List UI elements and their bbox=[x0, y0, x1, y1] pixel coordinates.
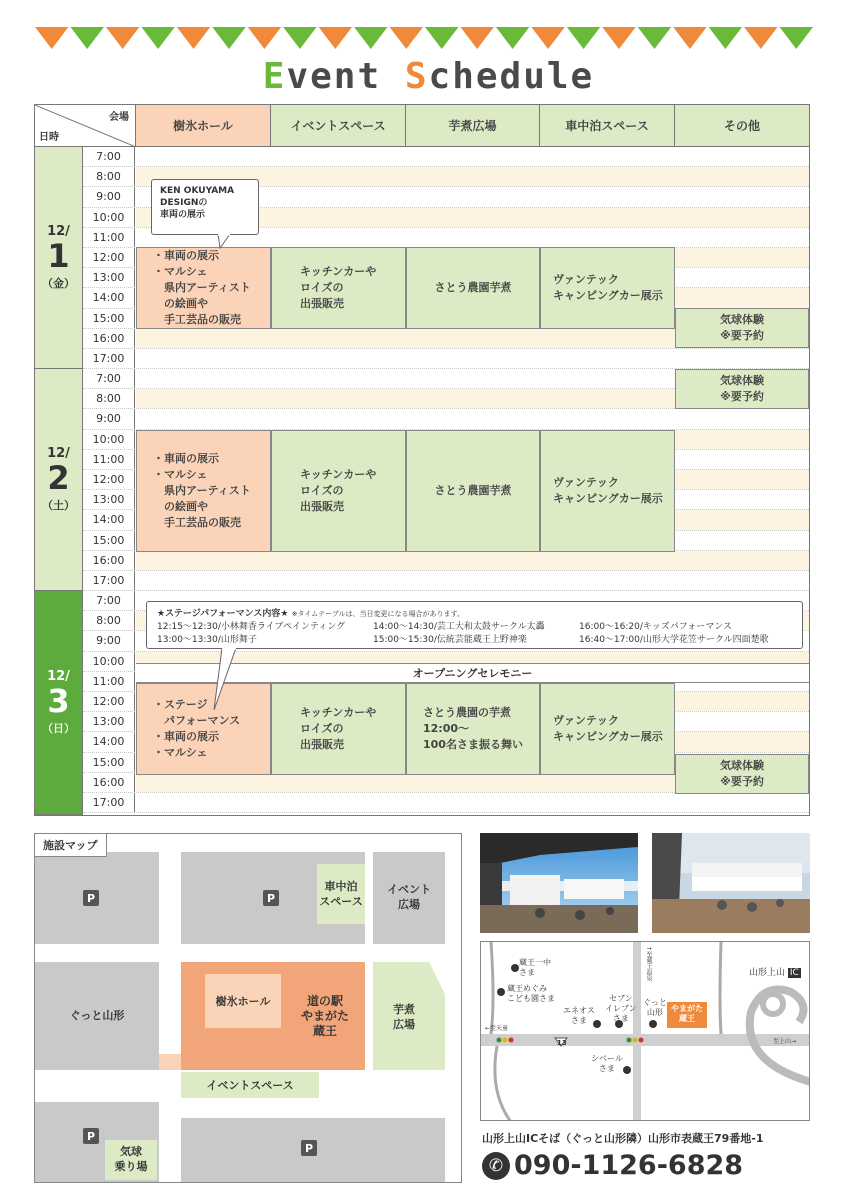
parking-icon: P bbox=[263, 890, 279, 906]
stage-item: 12:15〜12:30/小林舞香ライブペインティング bbox=[157, 622, 346, 632]
bunting-flag bbox=[425, 27, 458, 49]
access-destination: やまがた 蔵王 bbox=[667, 1002, 707, 1028]
bunting-flag bbox=[390, 27, 423, 49]
time-label: 17:00 bbox=[83, 571, 135, 590]
time-label: 11:00 bbox=[83, 672, 135, 691]
venue-photo-2 bbox=[652, 833, 810, 933]
dir-right: 至上山→ bbox=[773, 1038, 797, 1045]
map-juhyo-label: 樹氷ホール bbox=[215, 995, 271, 1008]
event-balloon-day1: 気球体験 ※要予約 bbox=[675, 308, 809, 348]
time-row bbox=[83, 147, 809, 167]
dir-left: ←至天童 bbox=[485, 1025, 509, 1032]
event-kitchen-day2: キッチンカーや ロイズの 出張販売 bbox=[271, 430, 406, 552]
bunting-flag bbox=[212, 27, 245, 49]
map-event-hiroba-label: イベント 広場 bbox=[387, 883, 431, 911]
access-gutto: ぐっと 山形 bbox=[643, 998, 667, 1017]
time-label: 7:00 bbox=[83, 591, 135, 610]
bunting-flag bbox=[460, 27, 493, 49]
map-gutto-label: ぐっと山形 bbox=[69, 1009, 125, 1022]
time-label: 12:00 bbox=[83, 692, 135, 711]
access-map bbox=[480, 941, 810, 1121]
schedule-table bbox=[34, 104, 810, 816]
stage-note: ※タイムテーブルは、当日変更になる場合があります。 bbox=[291, 610, 464, 618]
access-zao1: 蔵王一中 さま bbox=[519, 958, 551, 977]
time-label: 13:00 bbox=[83, 490, 135, 509]
time-label: 13:00 bbox=[83, 712, 135, 731]
bunting-decoration bbox=[34, 27, 814, 49]
access-seven: セブン イレブン さま bbox=[605, 994, 637, 1023]
access-eneos: エネオス さま bbox=[563, 1006, 595, 1025]
time-label: 15:00 bbox=[83, 309, 135, 328]
event-balloon-day2: 気球体験 ※要予約 bbox=[675, 369, 809, 409]
day-weekday: （日） bbox=[42, 722, 75, 735]
opening-ceremony: オープニングセレモニー bbox=[136, 663, 809, 683]
day-label-2 bbox=[35, 369, 83, 591]
event-market-day2: ・車両の展示 ・マルシェ 県内アーティスト の絵画や 手工芸品の販売 bbox=[136, 430, 271, 552]
event-vantech-day2: ヴァンテック キャンピングカー展示 bbox=[540, 430, 675, 552]
row-background bbox=[136, 551, 809, 570]
time-label: 8:00 bbox=[83, 167, 135, 186]
time-label: 14:00 bbox=[83, 288, 135, 307]
time-label: 10:00 bbox=[83, 208, 135, 227]
time-label: 13:00 bbox=[83, 268, 135, 287]
time-label: 7:00 bbox=[83, 369, 135, 388]
time-label: 16:00 bbox=[83, 773, 135, 792]
time-label: 17:00 bbox=[83, 349, 135, 368]
time-row bbox=[83, 571, 809, 591]
event-imoni-day3: さとう農園の芋煮 12:00〜 100名さま振る舞い bbox=[406, 683, 540, 775]
bunting-flag bbox=[673, 27, 706, 49]
map-tab: 施設マップ bbox=[35, 834, 107, 857]
day-label-3 bbox=[35, 591, 83, 815]
phone-icon: ✆ bbox=[482, 1152, 510, 1180]
stage-heading: ★ステージパフォーマンス内容★ bbox=[157, 609, 289, 619]
day-month: 12/ bbox=[47, 224, 70, 239]
bunting-flag bbox=[141, 27, 174, 49]
stage-item: 14:00〜14:30/芸工大和太鼓サークル太轟 bbox=[373, 622, 545, 632]
day-number: 1 bbox=[47, 237, 70, 275]
time-row bbox=[83, 551, 809, 571]
bunting-flag bbox=[567, 27, 600, 49]
parking-icon: P bbox=[83, 1128, 99, 1144]
day-month: 12/ bbox=[47, 669, 70, 684]
time-label: 14:00 bbox=[83, 732, 135, 751]
time-row bbox=[83, 409, 809, 429]
stage-item: 15:00〜15:30/伝統芸能蔵王上野神楽 bbox=[373, 635, 527, 645]
time-label: 10:00 bbox=[83, 652, 135, 671]
map-shachuhaku-label: 車中泊 スペース bbox=[319, 880, 363, 908]
day-month: 12/ bbox=[47, 446, 70, 461]
event-vantech-day1: ヴァンテック キャンピングカー展示 bbox=[540, 247, 675, 329]
time-row bbox=[83, 349, 809, 369]
time-label: 9:00 bbox=[83, 409, 135, 428]
phone-text: 090-1126-6828 bbox=[514, 1150, 744, 1181]
bunting-flag bbox=[638, 27, 671, 49]
bunting-flag bbox=[106, 27, 139, 49]
bunting-flag bbox=[709, 27, 742, 49]
table-corner bbox=[35, 105, 136, 147]
event-kitchen-day1: キッチンカーや ロイズの 出張販売 bbox=[271, 247, 406, 329]
stage-item: 16:40〜17:00/山形大学花笠サークル四面楚歌 bbox=[579, 635, 769, 645]
time-label: 9:00 bbox=[83, 187, 135, 206]
bunting-flag bbox=[177, 27, 210, 49]
stage-col-2 bbox=[373, 621, 545, 647]
stage-performance-bubble bbox=[146, 601, 803, 649]
bunting-flag bbox=[319, 27, 352, 49]
time-label: 12:00 bbox=[83, 248, 135, 267]
access-spar: シベール さま bbox=[591, 1054, 623, 1073]
ic-mark: IC bbox=[789, 968, 799, 978]
time-label: 16:00 bbox=[83, 551, 135, 570]
bunting-flag bbox=[354, 27, 387, 49]
phone-number[interactable] bbox=[482, 1150, 743, 1181]
day-weekday: （土） bbox=[42, 499, 75, 512]
time-label: 9:00 bbox=[83, 631, 135, 650]
time-label: 14:00 bbox=[83, 510, 135, 529]
map-imoni-hiroba-label: 芋煮 広場 bbox=[393, 1003, 415, 1031]
bunting-flag bbox=[602, 27, 635, 49]
access-ic-label: 山形上山 IC bbox=[749, 968, 799, 978]
time-label: 11:00 bbox=[83, 450, 135, 469]
venue-photo-1 bbox=[480, 833, 638, 933]
access-zao2: 蔵王めぐみ こども園さま bbox=[507, 984, 555, 1003]
day-label-1 bbox=[35, 147, 83, 369]
stage-item: 16:00〜16:20/キッズパフォーマンス bbox=[579, 622, 733, 632]
event-stage-day3: ・ステージ パフォーマンス ・車両の展示 ・マルシェ bbox=[136, 683, 271, 775]
event-balloon-day3: 気球体験 ※要予約 bbox=[675, 754, 809, 794]
event-imoni-day1: さとう農園芋煮 bbox=[406, 247, 540, 329]
venue-header-juhyo: 樹氷ホール bbox=[136, 105, 271, 147]
bunting-flag bbox=[744, 27, 777, 49]
time-label: 10:00 bbox=[83, 430, 135, 449]
venue-header-other: その他 bbox=[675, 105, 809, 147]
event-imoni-day2: さとう農園芋煮 bbox=[406, 430, 540, 552]
day-weekday: （金） bbox=[42, 277, 75, 290]
time-label: 15:00 bbox=[83, 531, 135, 550]
bubble-pointer bbox=[210, 234, 240, 250]
time-label: 12:00 bbox=[83, 470, 135, 489]
facility-map bbox=[34, 833, 462, 1183]
map-michinoeki-label: 道の駅 やまがた 蔵王 bbox=[300, 994, 349, 1038]
bunting-flag bbox=[496, 27, 529, 49]
time-label: 15:00 bbox=[83, 753, 135, 772]
bunting-flag bbox=[248, 27, 281, 49]
venue-header-event-space: イベントスペース bbox=[271, 105, 406, 147]
event-kitchen-day3: キッチンカーや ロイズの 出張販売 bbox=[271, 683, 406, 775]
map-event-space-label: イベントスペース bbox=[206, 1079, 294, 1092]
stage-col-3 bbox=[579, 621, 769, 647]
event-vantech-day3: ヴァンテック キャンピングカー展示 bbox=[540, 683, 675, 775]
venue-header-shachuhaku: 車中泊スペース bbox=[540, 105, 675, 147]
event-market-day1: ・車両の展示 ・マルシェ 県内アーティスト の絵画や 手工芸品の販売 bbox=[136, 247, 271, 329]
ken-okuyama-bubble: KEN OKUYAMA DESIGNの 車両の展示 bbox=[151, 179, 259, 235]
bunting-flag bbox=[780, 27, 813, 49]
time-label: 7:00 bbox=[83, 147, 135, 166]
time-label: 11:00 bbox=[83, 228, 135, 247]
bunting-flag bbox=[283, 27, 316, 49]
bunting-flag bbox=[531, 27, 564, 49]
day-number: 2 bbox=[47, 459, 70, 497]
stage-bubble-pointer bbox=[210, 648, 240, 714]
parking-icon: P bbox=[301, 1140, 317, 1156]
time-label: 8:00 bbox=[83, 389, 135, 408]
date-label: 日時 bbox=[39, 132, 59, 143]
route-number: 13 bbox=[557, 1039, 567, 1047]
stage-item: 13:00〜13:30/山形舞子 bbox=[157, 635, 257, 645]
venue-header-imoni: 芋煮広場 bbox=[406, 105, 540, 147]
time-label: 17:00 bbox=[83, 793, 135, 812]
address: 山形上山ICそば（ぐっと山形隣）山形市表蔵王79番地-1 bbox=[482, 1132, 764, 1145]
stage-col-1 bbox=[157, 621, 345, 647]
time-label: 16:00 bbox=[83, 329, 135, 348]
time-row bbox=[83, 793, 809, 813]
dir-top: ↑至蔵王温泉 bbox=[645, 946, 652, 982]
venue-label: 会場 bbox=[109, 112, 129, 123]
day-number: 3 bbox=[47, 682, 70, 720]
bunting-flag bbox=[35, 27, 68, 49]
page-title: Event Schedule bbox=[262, 56, 595, 97]
time-label: 8:00 bbox=[83, 611, 135, 630]
parking-icon: P bbox=[83, 890, 99, 906]
bunting-flag bbox=[70, 27, 103, 49]
map-kikyu-label: 気球 乗り場 bbox=[114, 1145, 148, 1173]
